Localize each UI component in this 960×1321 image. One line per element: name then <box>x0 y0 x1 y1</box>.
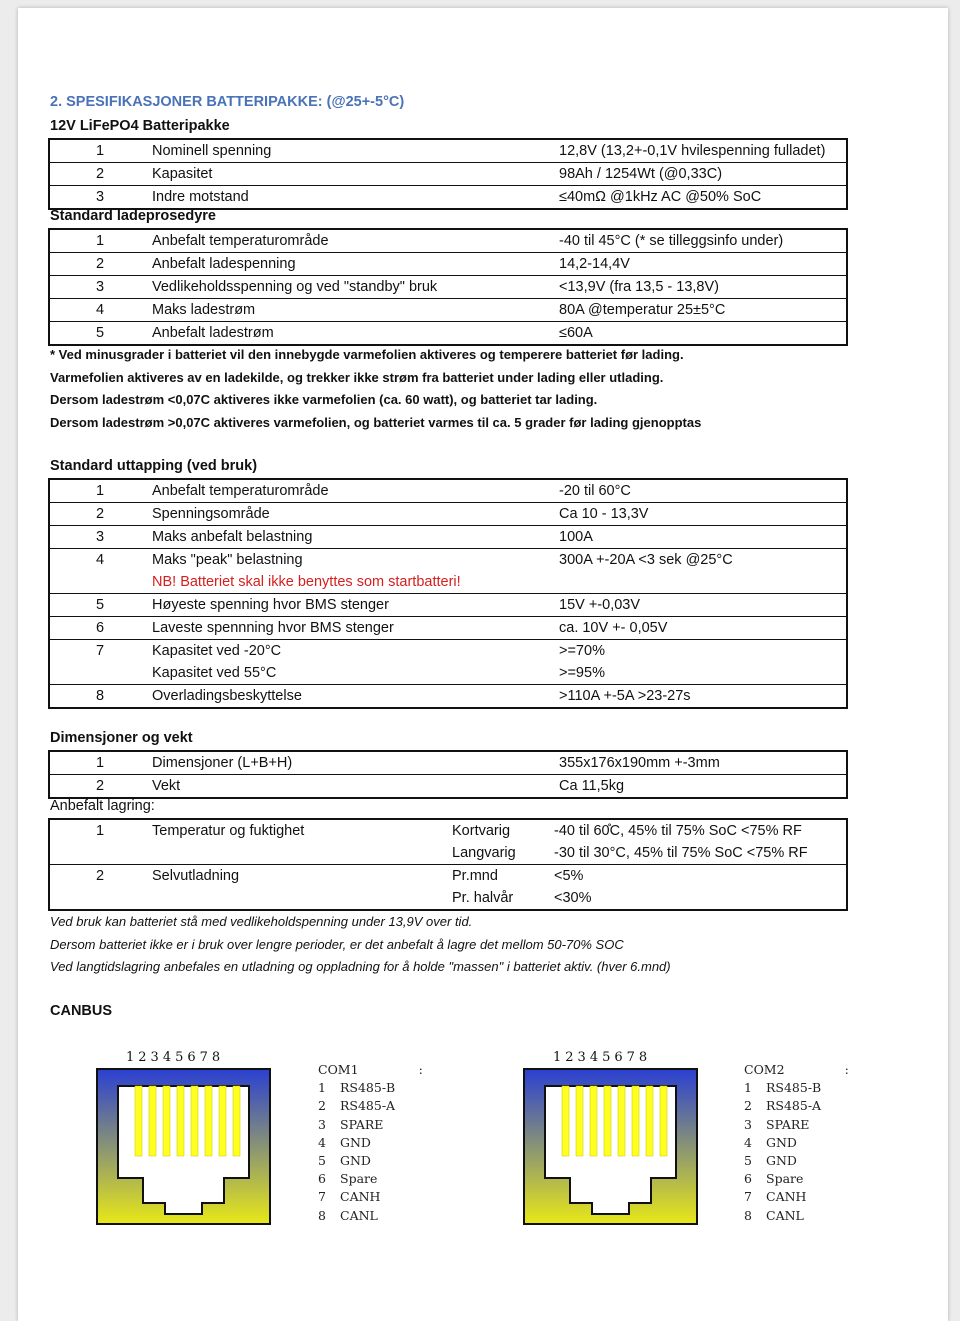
pin-number: 5 <box>318 1153 326 1169</box>
spec-row <box>49 842 847 865</box>
rj45-connector-icon <box>96 1068 271 1225</box>
section-heading: 2. SPESIFIKASJONER BATTERIPAKKE: (@25+-5°C) <box>50 94 405 110</box>
pin-row <box>744 1116 849 1134</box>
spec-row <box>49 685 847 709</box>
pin-signal: GND <box>766 1134 797 1150</box>
row-number <box>49 842 150 865</box>
row-value: 12,8V (13,2+-0,1V hvilespenning fulladet) <box>559 143 826 159</box>
pin-row <box>744 1152 849 1170</box>
pin-signal: RS485-A <box>766 1098 822 1114</box>
spec-row <box>49 887 847 910</box>
row-value: 14,2-14,4V <box>557 253 847 276</box>
row-label: Temperatur og fuktighet <box>152 823 305 839</box>
pin-signal: GND <box>340 1153 371 1169</box>
spec-row <box>49 594 847 617</box>
battery-table <box>48 138 848 210</box>
row-label: NB! Batteriet skal ikke benyttes som startbatteri! <box>152 574 461 590</box>
row-value: -30 til 30°C, 45% til 75% SoC <75% RF <box>554 845 808 861</box>
storage-notes <box>50 911 671 979</box>
row-number: 1 <box>95 823 105 839</box>
row-value: -40 til 45°C (* se tilleggsinfo under) <box>559 233 784 249</box>
storage-title: Anbefalt lagring: <box>50 798 155 814</box>
port-colon: : <box>844 1062 849 1077</box>
pin-signal: Spare <box>340 1171 378 1187</box>
row-label: Høyeste spenning hvor BMS stenger <box>150 594 557 617</box>
row-value: -20 til 60°C <box>559 483 631 499</box>
row-value: ≤40mΩ @1kHz AC @50% SoC <box>557 186 847 210</box>
spec-row <box>49 322 847 346</box>
row-label: Maks ladestrøm <box>150 299 557 322</box>
row-label: Kapasitet <box>150 163 557 186</box>
row-label: Anbefalt temperaturområde <box>152 233 329 249</box>
row-value: 355x176x190mm +-3mm <box>559 755 720 771</box>
spec-row <box>49 186 847 210</box>
row-label: Nominell spenning <box>152 143 272 159</box>
pin-number: 5 <box>744 1153 752 1169</box>
row-number: 2 <box>49 503 150 526</box>
port-name: COM1 <box>318 1062 359 1077</box>
dimensions-table <box>48 750 848 799</box>
row-value: Ca 10 - 13,3V <box>557 503 847 526</box>
spec-row <box>49 526 847 549</box>
row-label: Anbefalt ladespenning <box>150 253 557 276</box>
storage-note: Ved langtidslagring anbefales en utladning og oppladning for å holde "massen" i batteriet aktiv. (hver 6.mnd) <box>50 959 671 975</box>
row-number: 2 <box>49 775 150 799</box>
charging-title: Standard ladeprosedyre <box>50 208 216 224</box>
pin-numbers: 12345678 <box>126 1050 225 1065</box>
row-value: 98Ah / 1254Wt (@0,33C) <box>557 163 847 186</box>
row-sublabel: Langvarig <box>452 845 516 861</box>
row-value: >110A +-5A >23-27s <box>557 685 847 709</box>
pin-number: 3 <box>318 1116 326 1132</box>
row-value: ca. 10V +- 0,05V <box>557 617 847 640</box>
pin-row <box>744 1207 849 1225</box>
row-number: 1 <box>95 233 105 249</box>
pin-number: 4 <box>744 1134 752 1150</box>
pin-signal: GND <box>766 1153 797 1169</box>
spec-row <box>49 549 847 572</box>
com1-pinout <box>318 1061 423 1225</box>
pin-row <box>318 1152 423 1170</box>
row-value: 80A @temperatur 25±5°C <box>557 299 847 322</box>
row-label: Dimensjoner (L+B+H) <box>152 755 293 771</box>
row-label: Overladingsbeskyttelse <box>150 685 557 709</box>
row-number: 1 <box>95 483 105 499</box>
charging-notes <box>50 344 701 434</box>
row-label: Vekt <box>150 775 557 799</box>
pin-row <box>744 1097 849 1115</box>
spec-row <box>49 775 847 799</box>
row-number: 8 <box>49 685 150 709</box>
row-label: Spenningsområde <box>150 503 557 526</box>
row-value: -40 til 60̊C, 45% til 75% SoC <75% RF <box>554 823 802 839</box>
pin-number: 7 <box>744 1189 752 1205</box>
charging-note: Varmefolien aktiveres av en ladekilde, og trekker ikke strøm fra batteriet under lading eller utlading. <box>50 369 664 385</box>
row-label <box>150 842 452 865</box>
row-value <box>557 571 847 594</box>
pin-row <box>318 1134 423 1152</box>
charging-note: Dersom ladestrøm <0,07C aktiveres ikke varmefolien (ca. 60 watt), og batteriet tar lading. <box>50 392 598 408</box>
rj45-connector-icon <box>523 1068 698 1225</box>
battery-title: 12V LiFePO4 Batteripakke <box>50 118 230 134</box>
pin-signal: CANH <box>340 1189 381 1205</box>
pin-signal: SPARE <box>766 1116 810 1132</box>
spec-row <box>49 640 847 663</box>
row-value: <13,9V (fra 13,5 - 13,8V) <box>557 276 847 299</box>
row-number: 6 <box>49 617 150 640</box>
spec-row <box>49 229 847 253</box>
pin-number: 1 <box>744 1080 752 1096</box>
row-number: 2 <box>49 253 150 276</box>
pin-row <box>744 1079 849 1097</box>
pin-row <box>318 1207 423 1225</box>
canbus-title: CANBUS <box>50 1003 113 1019</box>
discharge-title: Standard uttapping (ved bruk) <box>50 458 258 474</box>
pin-row <box>318 1116 423 1134</box>
pin-number: 8 <box>318 1207 326 1223</box>
row-value: ≤60A <box>557 322 847 346</box>
charging-note: * Ved minusgrader i batteriet vil den innebygde varmefolien aktiveres og temperere batteriet før lading. <box>50 347 684 362</box>
spec-row <box>49 276 847 299</box>
row-label: Maks "peak" belastning <box>150 549 557 572</box>
row-number: 3 <box>49 526 150 549</box>
pin-signal: RS485-B <box>340 1080 396 1096</box>
row-label: Laveste spennning hvor BMS stenger <box>150 617 557 640</box>
row-number: 2 <box>49 163 150 186</box>
spec-row <box>49 617 847 640</box>
pin-signal: GND <box>340 1134 371 1150</box>
row-value: <30% <box>554 890 592 906</box>
row-number: 3 <box>49 276 150 299</box>
row-number: 3 <box>49 186 150 210</box>
pin-row <box>318 1097 423 1115</box>
row-number: 4 <box>49 549 150 572</box>
spec-row <box>49 503 847 526</box>
row-value: Ca 11,5kg <box>557 775 847 799</box>
pin-number: 1 <box>318 1080 326 1096</box>
pin-signal: SPARE <box>340 1116 384 1132</box>
discharge-table <box>48 478 848 709</box>
spec-row <box>49 819 847 842</box>
port-name: COM2 <box>744 1062 785 1077</box>
row-label: Maks anbefalt belastning <box>150 526 557 549</box>
row-value: 100A <box>557 526 847 549</box>
pin-number: 2 <box>744 1098 752 1114</box>
row-value: 15V +-0,03V <box>557 594 847 617</box>
storage-note: Dersom batteriet ikke er i bruk over lengre perioder, er det anbefalt å lagre det mellom 50-70% SOC <box>50 936 624 952</box>
row-sublabel: Pr.mnd <box>452 865 552 888</box>
row-label: Kapasitet ved -20°C <box>150 640 557 663</box>
pin-signal: Spare <box>766 1171 804 1187</box>
row-number: 5 <box>49 594 150 617</box>
document-page <box>18 8 948 1321</box>
com2-pinout <box>744 1061 849 1225</box>
storage-table <box>48 818 848 911</box>
row-sublabel: Pr. halvår <box>452 890 514 906</box>
row-value: >=70% <box>557 640 847 663</box>
pin-row <box>318 1079 423 1097</box>
pin-number: 8 <box>744 1207 752 1223</box>
pin-signal: RS485-A <box>340 1098 396 1114</box>
pin-number: 6 <box>744 1171 752 1187</box>
storage-note: Ved bruk kan batteriet stå med vedlikeholdspenning under 13,9V over tid. <box>50 914 473 929</box>
row-number: 4 <box>49 299 150 322</box>
pin-row <box>318 1170 423 1188</box>
pin-signal: RS485-B <box>766 1080 822 1096</box>
row-value: >=95% <box>559 665 605 681</box>
row-number: 7 <box>49 640 150 663</box>
row-label: Selvutladning <box>150 865 452 888</box>
row-sublabel: Kortvarig <box>452 823 511 839</box>
row-value: <5% <box>552 865 847 888</box>
pin-numbers: 12345678 <box>553 1050 652 1065</box>
charging-table <box>48 228 848 346</box>
port-colon: : <box>418 1062 423 1077</box>
spec-row <box>49 139 847 163</box>
row-number: 2 <box>49 865 150 888</box>
spec-row <box>49 662 847 685</box>
pin-number: 7 <box>318 1189 326 1205</box>
row-number: 1 <box>95 143 105 159</box>
pin-number: 6 <box>318 1171 326 1187</box>
row-number: 1 <box>95 755 105 771</box>
row-label: Vedlikeholdsspenning og ved "standby" bruk <box>150 276 557 299</box>
spec-row <box>49 571 847 594</box>
pin-row <box>318 1188 423 1206</box>
pin-signal: CANH <box>766 1189 807 1205</box>
spec-row <box>49 865 847 888</box>
dimensions-title: Dimensjoner og vekt <box>50 730 193 746</box>
pin-number: 2 <box>318 1098 326 1114</box>
pin-number: 4 <box>318 1134 326 1150</box>
row-number <box>49 571 150 594</box>
row-number <box>49 662 150 685</box>
spec-row <box>49 163 847 186</box>
spec-row <box>49 751 847 775</box>
row-label <box>150 887 452 910</box>
row-label: Anbefalt ladestrøm <box>150 322 557 346</box>
row-label: Indre motstand <box>150 186 557 210</box>
row-number <box>49 887 150 910</box>
pin-row <box>744 1134 849 1152</box>
pin-signal: CANL <box>340 1207 378 1223</box>
row-label: Kapasitet ved 55°C <box>152 665 277 681</box>
charging-note: Dersom ladestrøm >0,07C aktiveres varmefolien, og batteriet varmes til ca. 5 grader før lading gjenopptas <box>50 414 702 430</box>
spec-row <box>49 299 847 322</box>
pin-number: 3 <box>744 1116 752 1132</box>
row-number: 5 <box>49 322 150 346</box>
pin-row <box>744 1188 849 1206</box>
spec-row <box>49 253 847 276</box>
pin-row <box>744 1170 849 1188</box>
spec-row <box>49 479 847 503</box>
row-label: Anbefalt temperaturområde <box>152 483 329 499</box>
row-value: 300A +-20A <3 sek @25°C <box>557 549 847 572</box>
pin-signal: CANL <box>766 1207 804 1223</box>
